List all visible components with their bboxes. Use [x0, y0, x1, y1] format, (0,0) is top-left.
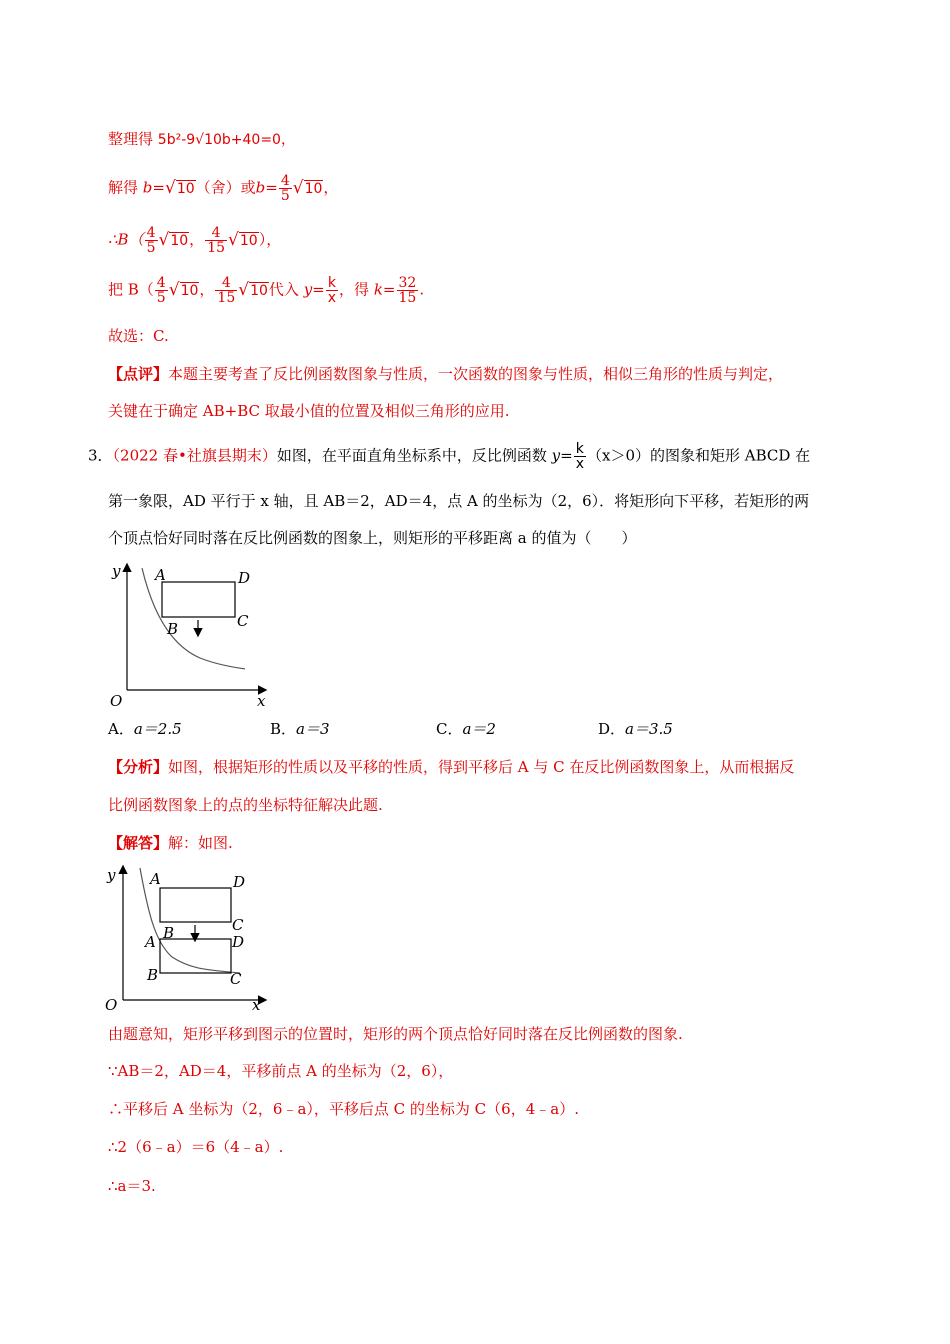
solution-line-5: 故选：C.	[108, 327, 169, 345]
analysis-line-1	[108, 756, 794, 778]
equation: 5b²-9√10b+40=0，	[157, 132, 295, 148]
label-y: y	[112, 562, 121, 580]
answer-line	[108, 832, 233, 854]
review-line-1	[108, 363, 783, 385]
text: 把 B（	[108, 280, 154, 299]
option-a[interactable]: A．a＝2.5	[108, 720, 182, 738]
rectangle-original	[160, 888, 231, 922]
label-c-shifted: C	[230, 970, 242, 988]
option-c[interactable]: C．a＝2	[436, 720, 496, 738]
sqrt: √10	[228, 229, 258, 250]
label-d: D	[233, 873, 246, 891]
question-line-3: 个顶点恰好同时落在反比例函数的图象上，则矩形的平移距离 a 的值为（ ）	[108, 529, 637, 547]
sqrt: √10	[238, 279, 268, 300]
question-number: 3．	[88, 446, 113, 465]
fraction	[397, 276, 419, 305]
label-b: B	[167, 620, 179, 638]
text: b=	[142, 178, 165, 197]
text: 10	[180, 282, 199, 299]
text: 10	[170, 232, 189, 249]
question-line-1: 3．（2022 春•社旗县期末）如图，在平面直角坐标系中，反比例函数 y= $\frac{k}{x}$ （x＞0）的图象和矩形 ABCD 在	[88, 441, 811, 472]
numerator: 4	[156, 275, 166, 291]
option-d[interactable]: D．a＝3.5	[598, 720, 673, 738]
label-o: O	[105, 996, 118, 1014]
text: ，	[323, 178, 339, 197]
text: 本题主要考查了反比例函数图象与性质，一次函数的图象与性质，相似三角形的性质与判定，	[168, 365, 784, 383]
label-d: D	[238, 569, 251, 587]
label-d-shifted: D	[232, 933, 245, 951]
answer-tag: 【解答】	[108, 834, 169, 852]
text: b=	[255, 178, 278, 197]
label-c: C	[237, 612, 249, 630]
denominator: 5	[156, 290, 166, 306]
text: ∴B（	[108, 230, 144, 249]
fraction	[574, 442, 586, 471]
sqrt: √10	[164, 177, 195, 198]
denominator: 5	[146, 240, 156, 256]
fraction: $\frac{4}{15}$	[217, 275, 236, 306]
sqrt: √10	[168, 279, 199, 300]
fraction	[279, 174, 292, 203]
label-b: B	[163, 924, 175, 942]
sqrt: √10	[292, 177, 323, 198]
denominator: x	[327, 290, 337, 306]
figure-question	[100, 560, 275, 710]
label-a: A	[155, 566, 166, 584]
rectangle-abcd	[162, 582, 235, 617]
label-y: y	[107, 866, 116, 884]
solution-line-1	[108, 128, 295, 151]
text: 解：如图.	[168, 834, 233, 852]
answer-step-3: ∴平移后 A 坐标为（2，6﹣a），平移后点 C 的坐标为 C（6，4﹣a）.	[108, 1100, 579, 1118]
numerator: k	[574, 442, 586, 457]
options-row	[108, 718, 868, 740]
text: 10	[239, 232, 258, 249]
text: ），	[258, 230, 282, 249]
label-x: x	[252, 996, 261, 1014]
label-o: O	[110, 692, 123, 710]
text: .	[419, 280, 425, 299]
solution-line-2	[108, 174, 338, 203]
label-a: A	[150, 870, 161, 888]
fraction	[326, 276, 338, 305]
analysis-line-2: 比例函数图象上的点的坐标特征解决此题.	[108, 796, 383, 814]
text: 如图，在平面直角坐标系中，反比例函数	[276, 446, 547, 465]
answer-step-4: ∴2（6﹣a）＝6（4﹣a）.	[108, 1138, 284, 1156]
text: k=	[373, 280, 396, 299]
solution-line-4: 把 B（ $\frac{4}{5}$ √10， $\frac{4}{15}$ √10代入 y= $\frac{k}{x}$ ，得 k= $\frac{32}{15}$ .	[108, 275, 425, 306]
denominator: x	[575, 456, 584, 472]
answer-step-1: 由题意知，矩形平移到图示的位置时，矩形的两个顶点恰好同时落在反比例函数的图象.	[108, 1025, 683, 1043]
label-a-shifted: A	[145, 933, 156, 951]
label-b-shifted: B	[147, 966, 159, 984]
numerator: 4	[215, 276, 237, 291]
text: 解得	[108, 178, 139, 197]
answer-step-2: ∵AB＝2，AD＝4，平移前点 A 的坐标为（2，6），	[108, 1062, 454, 1080]
numerator: 4	[205, 226, 227, 241]
sqrt: √10	[158, 229, 189, 250]
option-b[interactable]: B．a＝3	[270, 720, 330, 738]
question-source: （2022 春•社旗县期末）	[112, 446, 277, 465]
text: ，得	[339, 280, 370, 299]
text: 10	[304, 180, 323, 197]
solution-line-3: ∴B（ $\frac{4}{5}$ √10， $\frac{4}{15}$ √10），	[108, 225, 282, 256]
text: y=	[303, 280, 325, 299]
numerator: 4	[280, 173, 290, 189]
text: （x＞0）的图象和矩形 ABCD 在	[586, 446, 811, 465]
text: 代入	[268, 280, 299, 299]
fraction	[155, 276, 168, 305]
text: 10	[250, 282, 268, 299]
label-c: C	[232, 916, 244, 934]
denominator: 5	[280, 188, 290, 204]
numerator: 4	[146, 225, 156, 241]
text: 10	[176, 180, 195, 197]
text: 如图，根据矩形的性质以及平移的性质，得到平移后 A 与 C 在反比例函数图象上，从而根据反	[168, 758, 795, 776]
denominator: 15	[398, 290, 417, 306]
fraction	[145, 226, 158, 255]
numerator: k	[326, 276, 338, 291]
figure-answer	[100, 862, 275, 1017]
question-line-2: 第一象限，AD 平行于 x 轴，且 AB＝2，AD＝4，点 A 的坐标为（2，6）．将矩形向下平移，若矩形的两	[108, 492, 810, 510]
fraction: $\frac{4}{15}$	[207, 225, 226, 256]
review-line-2: 关键在于确定 AB+BC 取最小值的位置及相似三角形的应用.	[108, 402, 510, 420]
text: 整理得	[108, 130, 154, 148]
analysis-tag: 【分析】	[108, 758, 169, 776]
numerator: 32	[398, 275, 417, 291]
label-x: x	[257, 692, 266, 710]
review-tag: 【点评】	[108, 365, 169, 383]
text: （舍）或	[195, 178, 256, 197]
answer-step-5: ∴a＝3.	[108, 1177, 156, 1195]
